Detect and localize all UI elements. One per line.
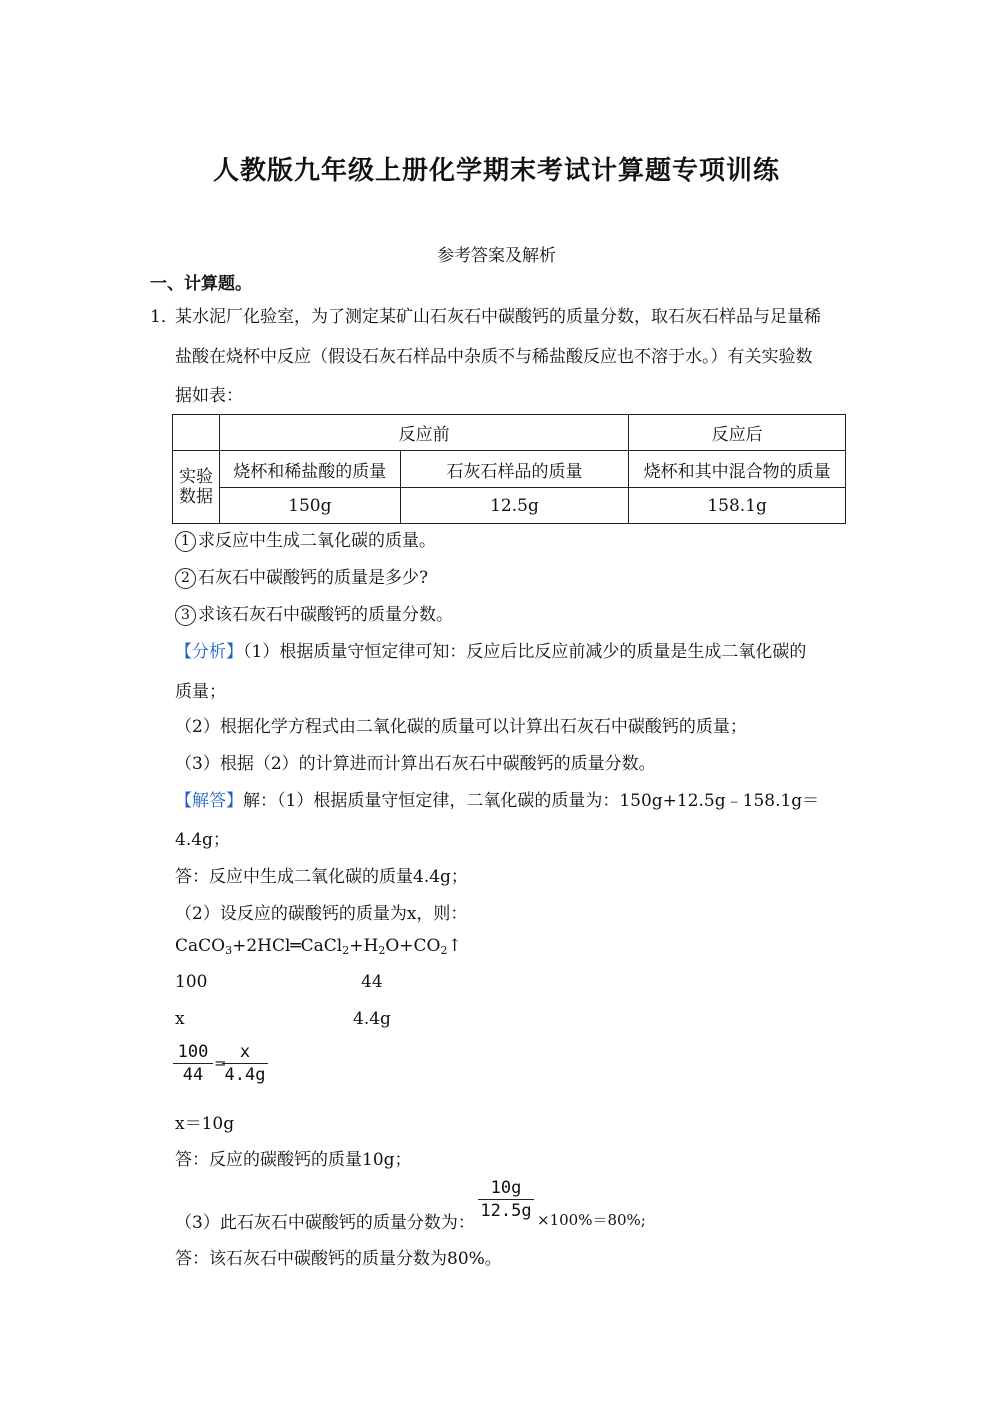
analysis-line-4: （3）根据（2）的计算进而计算出石灰石中碳酸钙的质量分数。 (175, 754, 656, 774)
row-label-line-2: 数据 (178, 487, 213, 507)
fraction-denominator: 12.5g (480, 1201, 532, 1221)
equals-sign: = (214, 1054, 227, 1072)
equation-part: +2HCl═CaCl (232, 936, 343, 956)
equation-part: +H (349, 936, 379, 956)
row-label-line-1: 实验 (178, 467, 213, 487)
fraction-denominator: 44 (182, 1065, 204, 1085)
ratio-row-1-right: 44 (361, 972, 383, 992)
equation-part: ↑ (447, 936, 462, 956)
group-before-header: 反应前 (219, 415, 628, 451)
result-line: x＝10g (175, 1114, 235, 1134)
ratio-row-1-left: 100 (175, 972, 208, 992)
analysis-tag: 【分析】 (175, 642, 243, 662)
percentage-result: ×100%＝80%; (537, 1211, 646, 1229)
subquestion-text: 求反应中生成二氧化碳的质量。 (198, 531, 436, 551)
equation-part: O+CO (385, 936, 441, 956)
solution-line-1 (175, 786, 819, 811)
table-cell: 12.5g (400, 488, 629, 524)
circled-number: 3 (175, 605, 196, 626)
percentage-line-label: （3）此石灰石中碳酸钙的质量分数为： (175, 1213, 475, 1233)
question-line-1: 某水泥厂化验室，为了测定某矿山石灰石中碳酸钙的质量分数，取石灰石样品与足量稀 (175, 307, 821, 327)
solution-text: 解：（1）根据质量守恒定律，二氧化碳的质量为：150g+12.5g﹣158.1g＝ (243, 791, 820, 811)
solution-answer-1: 答：反应中生成二氧化碳的质量4.4g； (175, 867, 468, 887)
solution-answer-3: 答：该石灰石中碳酸钙的质量分数为80%。 (175, 1249, 502, 1269)
group-after-header: 反应后 (629, 415, 846, 451)
subquestion-text: 石灰石中碳酸钙的质量是多少? (198, 568, 429, 588)
question-line-3: 据如表： (175, 386, 243, 406)
solution-line-4: （2）设反应的碳酸钙的质量为x，则： (175, 904, 468, 924)
circled-number: 1 (175, 531, 196, 552)
subquestion-text: 求该石灰石中碳酸钙的质量分数。 (198, 605, 453, 625)
analysis-line-1 (175, 637, 806, 662)
column-header: 烧杯和稀盐酸的质量 (219, 451, 400, 488)
subquestion-1 (175, 526, 436, 552)
equation-part: CaCO (175, 936, 226, 956)
subquestion-3 (175, 600, 453, 626)
question-line-2: 盐酸在烧杯中反应（假设石灰石样品中杂质不与稀盐酸反应也不溶于水。）有关实验数 (175, 347, 813, 367)
chemical-equation (175, 936, 462, 957)
table-cell: 150g (219, 488, 400, 524)
analysis-text: （1）根据质量守恒定律可知：反应后比反应前减少的质量是生成二氧化碳的 (243, 642, 807, 662)
page-subtitle: 参考答案及解析 (437, 246, 556, 266)
row-label-cell (173, 451, 220, 524)
equation-subscript: 2 (440, 944, 448, 957)
fraction-10g-over-12-5g (478, 1178, 534, 1221)
fraction-numerator: 100 (173, 1042, 213, 1064)
fraction-numerator: 10g (478, 1178, 534, 1200)
table-corner-cell (173, 415, 220, 451)
equation-subscript: 2 (378, 944, 386, 957)
solution-tag: 【解答】 (175, 791, 243, 811)
column-header: 烧杯和其中混合物的质量 (629, 451, 846, 488)
solution-answer-2: 答：反应的碳酸钙的质量10g； (175, 1150, 412, 1170)
fraction-100-over-44 (173, 1042, 213, 1085)
column-header: 石灰石样品的质量 (400, 451, 629, 488)
equation-subscript: 2 (342, 944, 350, 957)
circled-number: 2 (175, 568, 196, 589)
fraction-x-over-4-4g (222, 1042, 268, 1085)
table-cell: 158.1g (629, 488, 846, 524)
ratio-row-2-right: 4.4g (353, 1009, 391, 1029)
analysis-line-2: 质量； (175, 682, 226, 702)
analysis-line-3: （2）根据化学方程式由二氧化碳的质量可以计算出石灰石中碳酸钙的质量； (175, 717, 747, 737)
equation-subscript: 3 (225, 944, 233, 957)
ratio-row-2-left: x (175, 1009, 185, 1029)
experiment-data-table (172, 414, 846, 524)
solution-line-2: 4.4g； (175, 830, 230, 850)
section-heading: 一、计算题。 (150, 274, 252, 294)
question-number: 1． (150, 307, 178, 327)
page-title: 人教版九年级上册化学期末考试计算题专项训练 (212, 156, 780, 186)
subquestion-2 (175, 563, 428, 589)
fraction-denominator: 4.4g (224, 1065, 266, 1085)
fraction-numerator: x (222, 1042, 268, 1064)
